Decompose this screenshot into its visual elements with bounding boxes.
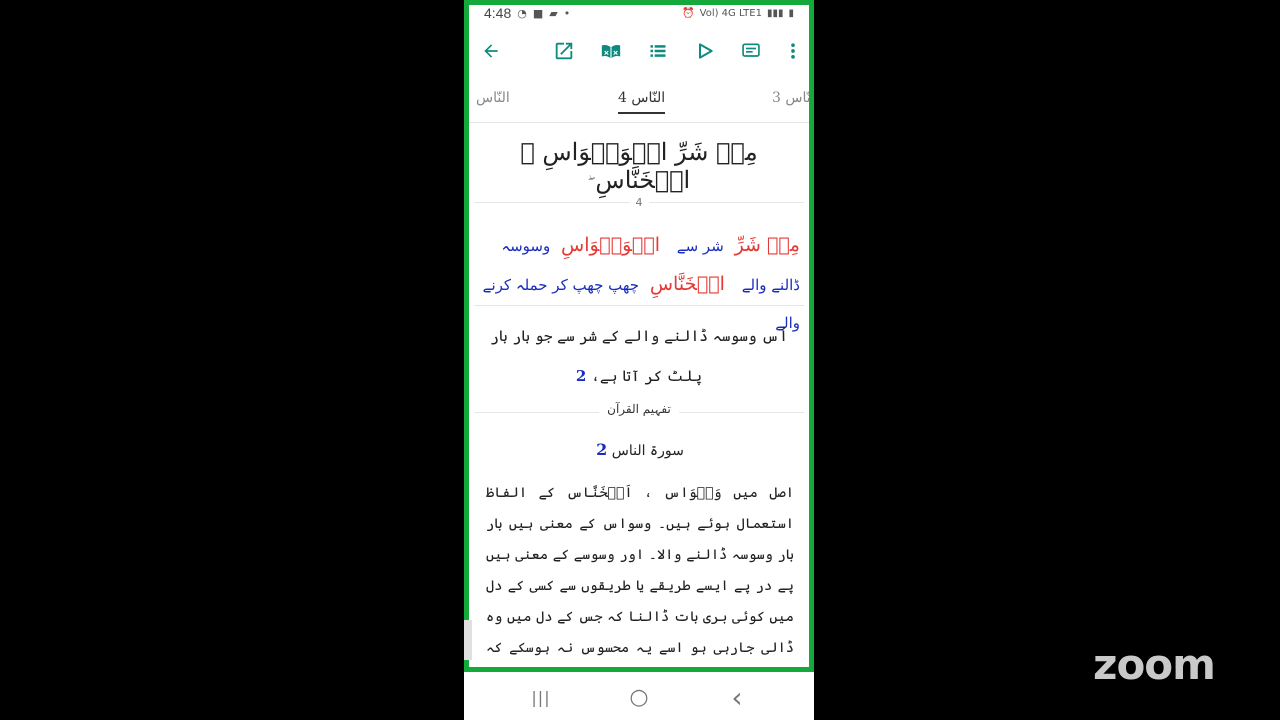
back-arrow-icon[interactable]: [478, 38, 504, 64]
surah-line: سورۃ الناس: [611, 443, 684, 459]
wbw-urdu: شر سے: [676, 237, 724, 255]
play-icon[interactable]: [692, 38, 718, 64]
battery-icon: ▮: [788, 7, 794, 19]
verse-tabs: [464, 82, 814, 123]
footnote-link[interactable]: 2: [575, 367, 587, 385]
zoom-logo: zoom: [1093, 640, 1215, 689]
divider: [474, 305, 804, 306]
dot-icon: •: [563, 6, 571, 20]
phone-screen: [464, 0, 814, 720]
more-vertical-icon[interactable]: [780, 38, 806, 64]
status-time: 4:48: [484, 5, 512, 21]
commentary: اصل میں وَسۡوَاس ، اَلۡخَنَّاس کے الفاظ استعمال ہوئے ہیں۔ وسواس کے معنی ہیں بار بار وسوسہ ڈالنے والا۔ اور وسوسے کے معنی ہیں پے در پے ایسے طریقے یا طریقوں سے کسی کے دل میں کوئی بری بات ڈالنا کہ جس کے دل میں وہ ڈالی جارہی ہو اسے یہ محسوس نہ ہوسکے کہ: [486, 485, 794, 656]
alarm-icon: ⏰: [682, 7, 695, 19]
list-icon[interactable]: [645, 38, 671, 64]
wbw-arabic[interactable]: مِنۡ شَرِّ: [734, 234, 800, 256]
signal-icon: ▮▮▮: [766, 7, 784, 19]
status-right: [682, 8, 794, 19]
recents-icon[interactable]: |||: [531, 687, 551, 707]
share-icon[interactable]: [551, 38, 577, 64]
tab-next[interactable]: نّاس 3: [772, 90, 811, 106]
edge-panel-handle[interactable]: [464, 620, 472, 660]
verse-number: 4: [464, 196, 814, 209]
translation-text: اُس وسوسہ ڈالنے والے کے شر سے جو بار بار پلٹ کر آتا ہے،: [490, 327, 788, 385]
tab-previous[interactable]: النّاس: [476, 90, 510, 106]
home-icon[interactable]: ○: [629, 684, 649, 710]
wbw-arabic[interactable]: الۡخَنَّاسِ: [649, 273, 725, 295]
verse-text: مِنۡ شَرِّ الۡوَسۡوَاسِ ۙ الۡخَنَّاسِ: [520, 138, 758, 194]
notification-icon: ■: [532, 6, 544, 20]
wbw-urdu: چھپ چھپ کر حملہ کرنے والے: [482, 276, 800, 332]
wbw-arabic[interactable]: الۡوَسۡوَاسِ: [561, 234, 661, 256]
whatsapp-icon: ◔: [517, 6, 527, 20]
back-nav-icon[interactable]: ‹: [731, 680, 743, 714]
surah-note: [486, 440, 794, 459]
message-icon: ▰: [549, 6, 558, 20]
note-footnote[interactable]: 2: [596, 440, 608, 459]
status-bar: [464, 0, 814, 26]
open-book-icon[interactable]: [598, 38, 624, 64]
translation: [484, 316, 794, 396]
tafheem-label: تفہیم القرآن: [464, 402, 814, 416]
arabic-verse: [474, 138, 804, 194]
tab-current[interactable]: النّاس 4: [618, 90, 665, 114]
toolbar: [464, 32, 814, 68]
android-nav-bar: [464, 672, 814, 720]
wbw-urdu: وسوسہ ڈالنے والے: [501, 237, 800, 294]
translation-icon[interactable]: [738, 38, 764, 64]
network-label: Vol) 4G LTE1: [699, 7, 762, 19]
